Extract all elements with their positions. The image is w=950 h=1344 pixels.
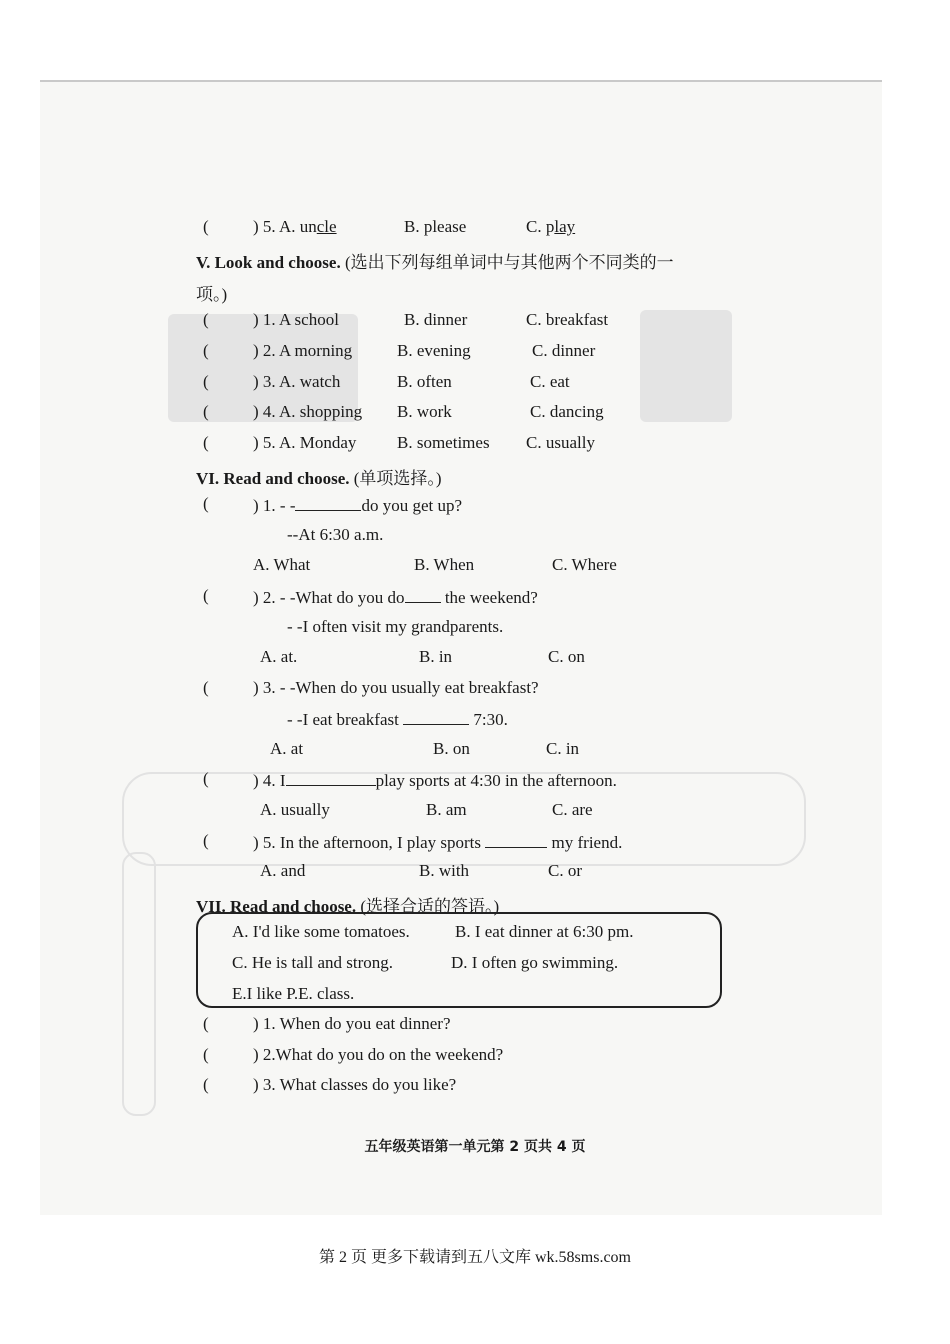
choice-a: ) 4. A. shopping bbox=[253, 402, 363, 421]
answer-paren: ( bbox=[203, 341, 209, 360]
choice-c: C. or bbox=[548, 861, 582, 880]
section-vi-title: VI. Read and choose. (单项选择。) bbox=[196, 469, 442, 488]
question-2-answer: - -I often visit my grandparents. bbox=[287, 617, 504, 636]
choice-a: A. at. bbox=[260, 647, 298, 666]
question-1-answer: --At 6:30 a.m. bbox=[287, 525, 384, 544]
q4-5-a: ) 5. A. uncle bbox=[253, 217, 337, 236]
question-4: ) 4. I play sports at 4:30 in the afternoon. bbox=[253, 771, 617, 790]
option-e: E.I like P.E. class. bbox=[232, 984, 355, 1003]
choice-b: B. with bbox=[419, 861, 470, 880]
answer-paren: ( bbox=[203, 831, 209, 850]
choice-a: ) 5. A. Monday bbox=[253, 433, 357, 452]
choice-a: ) 2. A morning bbox=[253, 341, 353, 360]
choice-a: ) 1. A school bbox=[253, 310, 339, 329]
question-3: ) 3. - -When do you usually eat breakfast? bbox=[253, 678, 539, 697]
show-through-picture bbox=[640, 310, 732, 422]
option-b: B. I eat dinner at 6:30 pm. bbox=[455, 922, 634, 941]
choice-a: A. usually bbox=[260, 800, 330, 819]
choice-c: C. dancing bbox=[530, 402, 604, 421]
choice-c: C. eat bbox=[530, 372, 570, 391]
option-a: A. I'd like some tomatoes. bbox=[232, 922, 410, 941]
choice-c: C. in bbox=[546, 739, 580, 758]
question-1: ) 1. - - do you get up? bbox=[253, 496, 463, 515]
answer-paren: ( bbox=[203, 310, 209, 329]
question-5: ) 5. In the afternoon, I play sports my friend. bbox=[253, 833, 623, 852]
choice-b: B. When bbox=[414, 555, 475, 574]
section-vii-title: VII. Read and choose. (选择合适的答语。) bbox=[196, 897, 500, 916]
answer-paren: ( bbox=[203, 494, 209, 513]
choice-a: A. at bbox=[270, 739, 304, 758]
q4-5-b: B. please bbox=[404, 217, 467, 236]
choice-a: A. What bbox=[253, 555, 311, 574]
answer-paren: ( bbox=[203, 433, 209, 452]
choice-b: B. on bbox=[433, 739, 470, 758]
q4-5-c: C. play bbox=[526, 217, 576, 236]
choice-a: ) 3. A. watch bbox=[253, 372, 341, 391]
download-note: 第 2 页 更多下载请到五八文库 wk.58sms.com bbox=[318, 1249, 631, 1266]
choice-b: B. dinner bbox=[404, 310, 468, 329]
answer-paren: ( bbox=[203, 402, 209, 421]
choice-c: C. usually bbox=[526, 433, 595, 452]
answer-paren: ( bbox=[203, 1045, 209, 1064]
question-3-answer: - -I eat breakfast 7:30. bbox=[287, 710, 508, 729]
show-through-bubble bbox=[122, 852, 156, 1116]
answer-paren: ( bbox=[203, 678, 209, 697]
section-v-title-cont: 项。) bbox=[196, 285, 228, 304]
choice-b: B. sometimes bbox=[397, 433, 490, 452]
choice-c: C. are bbox=[552, 800, 593, 819]
answer-paren: ( bbox=[203, 586, 209, 605]
answer-paren: ( bbox=[203, 1014, 209, 1033]
choice-b: B. in bbox=[419, 647, 453, 666]
section-v-title: V. Look and choose. (选出下列每组单词中与其他两个不同类的一 bbox=[196, 253, 674, 272]
question-2: ) 2.What do you do on the weekend? bbox=[253, 1045, 504, 1064]
question-2: ) 2. - -What do you do the weekend? bbox=[253, 588, 538, 607]
answer-paren: ( bbox=[203, 769, 209, 788]
choice-c: C. on bbox=[548, 647, 585, 666]
choice-c: C. Where bbox=[552, 555, 617, 574]
answer-paren: ( bbox=[203, 217, 209, 236]
choice-a: A. and bbox=[260, 861, 306, 880]
page-footer: 五年级英语第一单元第 2 页共 4 页 bbox=[364, 1139, 586, 1155]
choice-b: B. evening bbox=[397, 341, 471, 360]
choice-b: B. often bbox=[397, 372, 452, 391]
choice-c: C. breakfast bbox=[526, 310, 609, 329]
answer-paren: ( bbox=[203, 1075, 209, 1094]
question-1: ) 1. When do you eat dinner? bbox=[253, 1014, 451, 1033]
option-d: D. I often go swimming. bbox=[451, 953, 619, 972]
option-c: C. He is tall and strong. bbox=[232, 953, 394, 972]
answer-paren: ( bbox=[203, 372, 209, 391]
choice-b: B. work bbox=[397, 402, 452, 421]
question-3: ) 3. What classes do you like? bbox=[253, 1075, 457, 1094]
choice-c: C. dinner bbox=[532, 341, 596, 360]
choice-b: B. am bbox=[426, 800, 467, 819]
